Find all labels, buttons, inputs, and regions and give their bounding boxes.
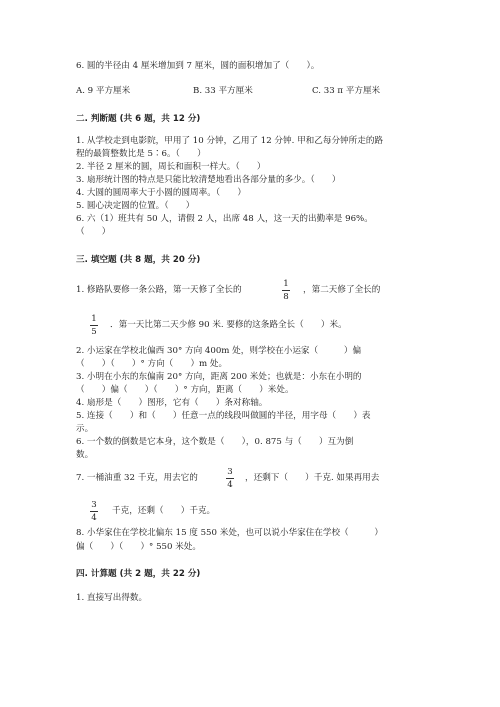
fill-q3-line2: （ ）偏（ ）（ ）° 方向，距离（ ）米处。: [76, 385, 294, 395]
fraction-numerator: 3: [91, 500, 97, 510]
fraction-numerator: 3: [227, 467, 233, 477]
fill-q1-part-b: ，第二天修了全长的: [303, 285, 381, 295]
fraction-denominator: 8: [283, 292, 289, 302]
fill-q2-line1: 2. 小运家在学校北偏西 30° 方向 400m 处，则学校在小运家（ ）偏: [76, 346, 362, 356]
fill-q8-line2: 偏（ ）（ ）° 550 米处。: [76, 542, 201, 552]
q6-option-b: B. 33 平方厘米: [193, 86, 253, 96]
judge-line: 2. 半径 2 厘米的圆，周长和面积一样大。（ ）: [76, 162, 266, 172]
fill-q7-part-b: ，还剩下（ ）千克. 如果再用去: [245, 473, 380, 483]
fill-q8-line1: 8. 小华家住在学校北偏东 15 度 550 米处，也可以说小华家住在学校（ ）: [76, 528, 384, 538]
section-title-fill-blank: 三. 填空题 (共 8 题，共 20 分): [76, 255, 201, 265]
fill-q7-part-a: 7. 一桶油重 32 千克，用去它的: [76, 473, 198, 483]
fill-q6-line1: 6. 一个数的倒数是它本身，这个数是（ ），0. 875 与（ ）互为倒: [76, 437, 354, 447]
fraction-numerator: 1: [283, 279, 289, 289]
fraction-denominator: 4: [91, 513, 97, 523]
fill-q4: 4. 扇形是（ ）图形，它有（ ）条对称轴。: [76, 398, 268, 408]
section-title-judgement: 二. 判断题 (共 6 题，共 12 分): [76, 114, 201, 124]
fill-q2-line2: （ ）（ ）° 方向（ ）m 处。: [76, 359, 228, 369]
fraction-numerator: 1: [91, 314, 97, 324]
q6-option-a: A. 9 平方厘米: [76, 86, 131, 96]
fraction-one-eighth: [282, 279, 290, 302]
judge-line: 5. 圆心决定圆的位置。（ ）: [76, 201, 195, 211]
fraction-three-quarters: [226, 467, 234, 490]
fill-q5-line2: 示。: [76, 424, 94, 434]
judge-line: 程的最简整数比是 5∶6。（ ）: [76, 149, 206, 159]
fraction-denominator: 5: [91, 327, 97, 337]
fraction-one-fifth: [90, 314, 98, 337]
judge-line: （ ）: [76, 227, 111, 237]
judge-line: 6. 六（1）班共有 50 人，请假 2 人，出席 48 人，这一天的出勤率是 96%。: [76, 214, 373, 224]
fraction-denominator: 4: [227, 480, 233, 490]
section-title-calculation: 四. 计算题 (共 2 题，共 22 分): [76, 569, 201, 579]
fill-q3-line1: 3. 小明在小东的东偏南 20° 方向，距离 200 米处；也就是：小东在小明的: [76, 372, 362, 382]
fill-q7-part-c: 千克，还剩（ ）千克。: [112, 506, 216, 516]
q6-stem: 6. 圆的半径由 4 厘米增加到 7 厘米，圆的面积增加了（ ）。: [76, 61, 320, 71]
fill-q6-line2: 数。: [76, 450, 94, 460]
judge-line: 4. 大圆的圆周率大于小圆的圆周率。（ ）: [76, 188, 246, 198]
fill-q5-line1: 5. 连接（ ）和（ ）任意一点的线段叫做圆的半径，用字母（ ）表: [76, 411, 371, 421]
calc-q1: 1. 直接写出得数。: [76, 593, 148, 603]
judge-line: 1. 从学校走到电影院，甲用了 10 分钟，乙用了 12 分钟. 甲和乙每分钟所走的路: [76, 136, 384, 146]
q6-option-c: C. 33 π 平方厘米: [312, 86, 381, 96]
fill-q1-part-c: ．第一天比第二天少修 90 米. 要修的这条路全长（ ）米。: [110, 320, 347, 330]
judge-line: 3. 扇形统计图的特点是只能比较清楚地看出各部分量的多少。（ ）: [76, 175, 341, 185]
fraction-three-quarters: [90, 500, 98, 523]
fill-q1-part-a: 1. 修路队要修一条公路，第一天修了全长的: [76, 285, 242, 295]
